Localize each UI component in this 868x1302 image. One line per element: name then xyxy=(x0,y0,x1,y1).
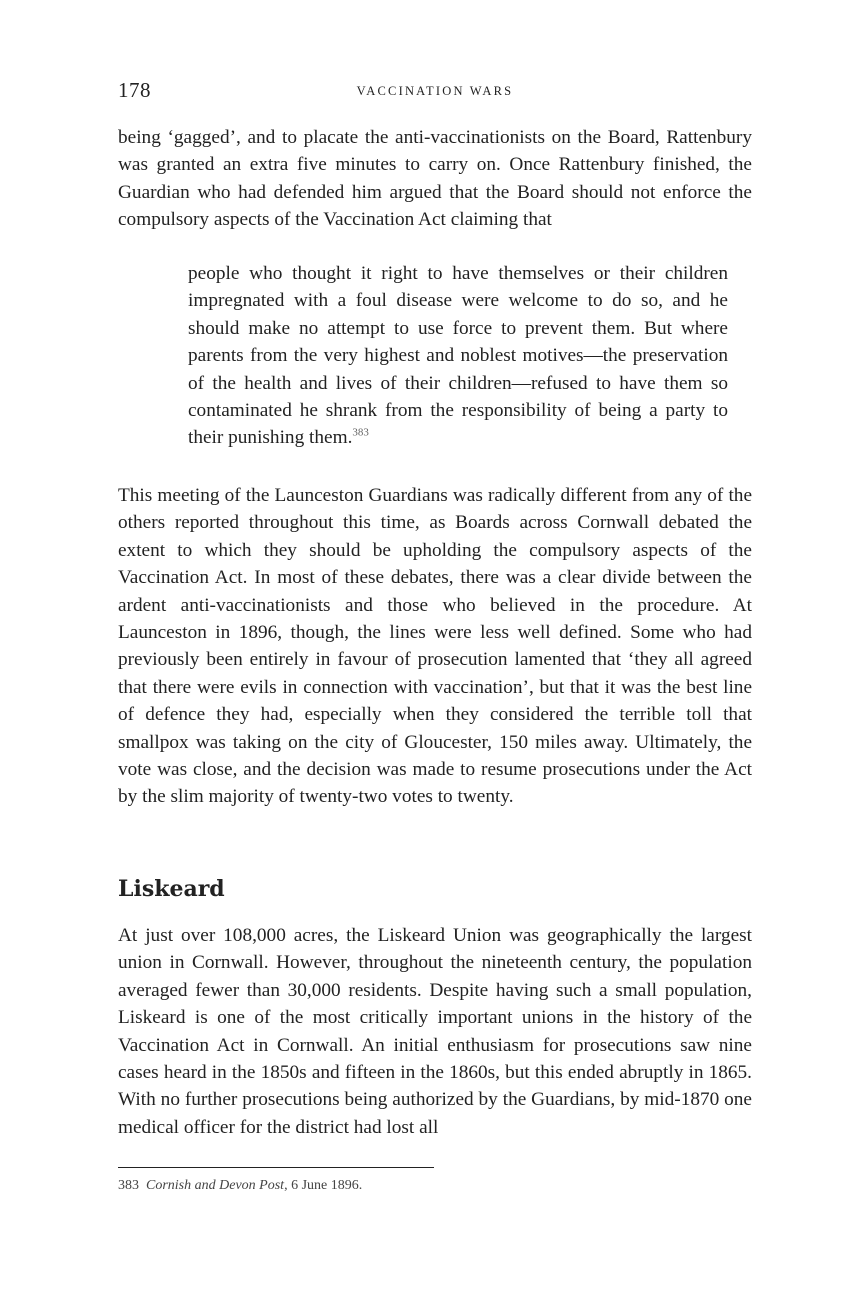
paragraph-3: At just over 108,000 acres, the Liskeard Union was geographically the largest union in Cornwall. However, throughout the nineteenth century, the population averaged fewer than 30,000 residents. Despite having such a small population, Liskeard is one of the most critically important unions in the history of the Vaccination Act in Cornwall. An initial enthusiasm for prosecutions saw nine cases heard in the 1850s and fifteen in the 1860s, but this ended abruptly in 1865. With no further prosecutions being authorized by the Guardians, by mid-1870 one medical officer for the district had lost all xyxy=(118,925,752,1138)
footnote-divider xyxy=(118,1167,434,1168)
footnote-number: 383 xyxy=(118,1178,139,1193)
section-heading: Liskeard xyxy=(118,876,225,902)
paragraph-2: This meeting of the Launceston Guardians was radically different from any of the others reported throughout this time, as Boards across Cornwall debated the extent to which they should be upholding the compulsory aspects of the Vaccination Act. In most of these debates, there was a clear divide between the ardent anti-vaccinationists and those who believed in the procedure. At Launceston in 1896, though, the lines were less well defined. Some who had previously been entirely in favour of prosecution lamented that ‘they all agreed that there were evils in connection with vaccination’, but that it was the best line of defence they had, especially when they considered the terrible toll that smallpox was taking on the city of Gloucester, 150 miles away. Ultimately, the vote was close, and the decision was made to resume prosecutions under the Act by the slim majority of twenty-two votes to twenty. xyxy=(118,485,752,808)
running-head: VACCINATION WARS xyxy=(356,84,514,98)
page-number: 178 xyxy=(118,78,151,102)
paragraph-1: being ‘gagged’, and to placate the anti-vaccinationists on the Board, Rattenbury was granted an extra five minutes to carry on. Once Rattenbury finished, the Guardian who had defended him argued that the Board should not enforce the compulsory aspects of the Vaccination Act claiming that xyxy=(118,127,752,231)
page-header xyxy=(118,78,752,106)
block-quote xyxy=(188,260,728,452)
footnote-date: , 6 June 1896. xyxy=(284,1178,363,1193)
footnote xyxy=(118,1176,752,1196)
block-quote-text: people who thought it right to have themselves or their children impregnated with a foul disease were welcome to do so, and he should make no attempt to use force to prevent them. But where parents from the very highest and noblest motives—the preservation of the health and lives of their children—refused to have them so contaminated he shrank from the responsibility of being a party to their punishing them. xyxy=(188,263,728,449)
footnote-source: Cornish and Devon Post xyxy=(146,1178,285,1193)
footnote-reference[interactable]: 383 xyxy=(352,427,369,440)
